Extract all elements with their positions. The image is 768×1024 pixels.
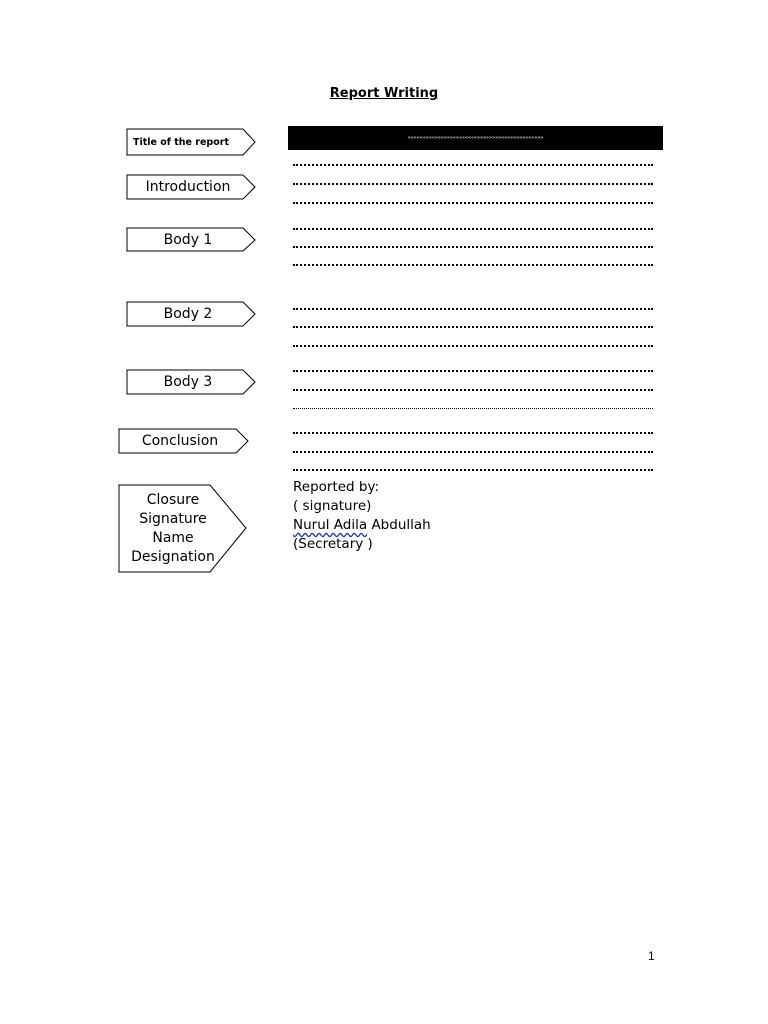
reporter-name-part1: Nurul Adila (293, 517, 368, 533)
signature-placeholder-text: ( signature) (293, 498, 372, 514)
dotted-line (293, 164, 653, 166)
reported-by-text: Reported by: (293, 479, 380, 495)
closure-label-stack (119, 491, 227, 567)
dotted-line (293, 408, 653, 409)
conclusion-label: Conclusion (141, 433, 219, 449)
dotted-line (293, 370, 653, 372)
reporter-name (293, 516, 431, 535)
page-title: Report Writing (329, 86, 439, 101)
signature-block (293, 478, 431, 554)
designation-label: Designation (131, 549, 215, 565)
body1-label: Body 1 (163, 231, 213, 248)
page-number: 1 (648, 949, 655, 963)
name-label: Name (152, 530, 194, 546)
dotted-line (293, 345, 653, 347)
dotted-line (293, 264, 653, 266)
dotted-line (293, 308, 653, 310)
dotted-line (293, 432, 653, 434)
dotted-line (293, 183, 653, 185)
body2-label: Body 2 (163, 306, 213, 322)
title-of-report-label: Title of the report (133, 136, 229, 148)
report-title-bar (288, 126, 663, 150)
dotted-line (293, 246, 653, 248)
dotted-line (293, 389, 653, 391)
dotted-line (293, 202, 653, 204)
dotted-line (293, 326, 653, 328)
reporter-name-part2: Abdullah (367, 517, 431, 533)
closure-label: Closure (146, 492, 200, 508)
dotted-line (293, 228, 653, 230)
title-placeholder-text: «««««««««»»»»»»««««««««»»»»»»»»«««««««««»»»»» (407, 135, 544, 141)
introduction-label: Introduction (145, 179, 231, 195)
reporter-designation: (Secretary ) (293, 536, 373, 552)
signature-label: Signature (139, 511, 207, 527)
body3-label: Body 3 (163, 374, 213, 390)
dotted-line (293, 469, 653, 471)
dotted-line (293, 451, 653, 453)
